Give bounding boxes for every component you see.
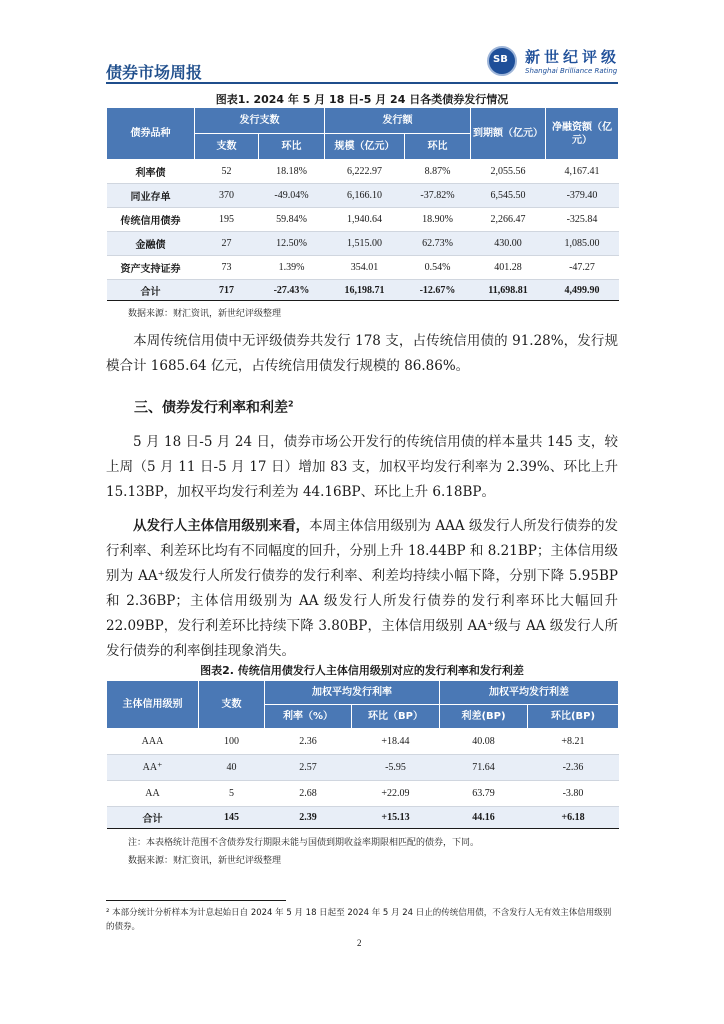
cell-rate: 2.68 — [265, 781, 352, 807]
table-row — [107, 184, 619, 208]
cell-scale-mom: -37.82% — [405, 184, 471, 208]
cell-count: 40 — [199, 755, 265, 781]
table-row — [107, 256, 619, 280]
cell-net: -47.27 — [546, 256, 619, 280]
footnote-marker: 2 — [288, 399, 294, 409]
cell-spread-mom: -3.80 — [528, 781, 619, 807]
cell-spread: 63.79 — [440, 781, 528, 807]
cell-count: 5 — [199, 781, 265, 807]
cell-count: 370 — [195, 184, 259, 208]
cell-scale: 6,166.10 — [325, 184, 405, 208]
cell-spread: 71.64 — [440, 755, 528, 781]
paragraph-lead: 从发行人主体信用级别来看， — [133, 518, 310, 534]
cell-scale: 1,940.64 — [325, 208, 405, 232]
header-net-financing: 净融资额（亿元） — [546, 108, 619, 160]
cell-count: 73 — [195, 256, 259, 280]
row-label: 金融债 — [107, 232, 195, 256]
header-count: 支数 — [199, 681, 265, 729]
table-row — [107, 781, 619, 807]
cell-scale: 1,515.00 — [325, 232, 405, 256]
table-row — [107, 208, 619, 232]
header-rating: 主体信用级别 — [107, 681, 199, 729]
cell-spread: 40.08 — [440, 729, 528, 755]
cell-maturity: 401.28 — [471, 256, 546, 280]
paragraph-text: 本周传统信用债中无评级债券共发行 178 支，占传统信用债的 91.28%，发行规模合计 1685.64 亿元，占传统信用债发行规模的 86.86%。 — [106, 333, 618, 374]
header-rate-mom: 环比（BP） — [352, 705, 440, 729]
cell-scale-mom: 18.90% — [405, 208, 471, 232]
cell-maturity: 11,698.81 — [471, 280, 546, 301]
cell-spread-mom: +6.18 — [528, 807, 619, 829]
cell-scale-mom: 62.73% — [405, 232, 471, 256]
cell-count-mom: 12.50% — [259, 232, 325, 256]
report-title: 债券市场周报 — [106, 63, 203, 82]
table-row — [107, 160, 619, 184]
cell-count: 145 — [199, 807, 265, 829]
cell-rate: 2.57 — [265, 755, 352, 781]
row-label: 传统信用债券 — [107, 208, 195, 232]
cell-rate-mom: +22.09 — [352, 781, 440, 807]
cell-rate-mom: +15.13 — [352, 807, 440, 829]
header-divider — [106, 82, 618, 84]
section-title: 三、债券发行利率和利差 — [134, 400, 288, 416]
row-label: 同业存单 — [107, 184, 195, 208]
paragraph-no-rating — [106, 329, 618, 379]
cell-scale: 354.01 — [325, 256, 405, 280]
cell-count: 52 — [195, 160, 259, 184]
header-count: 支数 — [195, 134, 259, 160]
cell-count: 100 — [199, 729, 265, 755]
rating-rate-table — [106, 680, 619, 829]
cell-scale: 16,198.71 — [325, 280, 405, 301]
table1-caption: 图表1. 2024 年 5 月 18 日-5 月 24 日各类债券发行情况 — [215, 93, 509, 106]
row-label: AA — [107, 781, 199, 807]
cell-scale: 6,222.97 — [325, 160, 405, 184]
header-spread: 利差(BP) — [440, 705, 528, 729]
logo-english-name: Shanghai Brilliance Rating — [525, 67, 618, 75]
cell-count: 195 — [195, 208, 259, 232]
table2-source: 数据来源：财汇资讯，新世纪评级整理 — [128, 856, 282, 866]
paragraph-text: 本周主体信用级别为 AAA 级发行人所发行债券的发行利率、利差环比均有不同幅度的回升，分别上升 18.44BP 和 8.21BP；主体信用级别为 AA⁺级发行人所发行债券的发行利率、利差均持续小幅下降，分别下降 5.95BP 和 2.36BP；主体信用级别为 AA 级发行人所发行债券的发行利率环比大幅回升 22.09BP，发行利差环比持续下降 3.80BP，主体信用级别 AA⁺级与 AA 级发行人所发行债券的利率倒挂现象消失。 — [106, 518, 618, 659]
cell-maturity: 430.00 — [471, 232, 546, 256]
cell-count-mom: 1.39% — [259, 256, 325, 280]
paragraph-issuance-summary — [106, 430, 618, 505]
footnote: ² 本部分统计分析样本为计息起始日自 2024 年 5 月 18 日起至 2024 年 5 月 24 日止的传统信用债，不含发行人无有效主体信用级别的债券。 — [106, 908, 612, 932]
paragraph-rating-analysis — [106, 514, 618, 664]
logo-chinese-name: 新世纪评级 — [525, 48, 621, 66]
cell-count: 717 — [195, 280, 259, 301]
header-spread-mom: 环比(BP) — [528, 705, 619, 729]
section-heading — [134, 397, 294, 417]
cell-count-mom: 59.84% — [259, 208, 325, 232]
header-rate: 利率（%） — [265, 705, 352, 729]
cell-count-mom: -49.04% — [259, 184, 325, 208]
header-scale: 规模（亿元） — [325, 134, 405, 160]
header-issue-count-group: 发行支数 — [195, 108, 325, 134]
cell-net: -325.84 — [546, 208, 619, 232]
table1-source: 数据来源：财汇资讯，新世纪评级整理 — [128, 309, 282, 319]
cell-net: 4,499.90 — [546, 280, 619, 301]
table-total-row — [107, 280, 619, 301]
cell-rate: 2.36 — [265, 729, 352, 755]
logo-emblem-icon — [487, 46, 517, 76]
header-rate-group: 加权平均发行利率 — [265, 681, 440, 705]
row-label: AAA — [107, 729, 199, 755]
footnote-divider — [106, 900, 286, 901]
header-scale-mom: 环比 — [405, 134, 471, 160]
cell-net: 1,085.00 — [546, 232, 619, 256]
row-label: 合计 — [107, 280, 195, 301]
header-spread-group: 加权平均发行利差 — [440, 681, 619, 705]
company-logo — [487, 42, 637, 82]
header-maturity: 到期额（亿元） — [471, 108, 546, 160]
table2-note: 注：本表格统计范围不含债券发行期限未能与国债到期收益率期限相匹配的债券，下同。 — [128, 838, 480, 848]
table-row — [107, 729, 619, 755]
header-count-mom: 环比 — [259, 134, 325, 160]
table-row — [107, 755, 619, 781]
cell-rate: 2.39 — [265, 807, 352, 829]
paragraph-text: 5 月 18 日-5 月 24 日，债券市场公开发行的传统信用债的样本量共 145 支，较上周（5 月 11 日-5 月 17 日）增加 83 支，加权平均发行利率为 2.39%、环比上升 15.13BP，加权平均发行利差为 44.16BP、环比上升 6.18BP。 — [106, 434, 618, 500]
cell-net: -379.40 — [546, 184, 619, 208]
cell-rate-mom: -5.95 — [352, 755, 440, 781]
cell-net: 4,167.41 — [546, 160, 619, 184]
page-number: 2 — [357, 938, 362, 948]
cell-maturity: 2,055.56 — [471, 160, 546, 184]
cell-maturity: 2,266.47 — [471, 208, 546, 232]
cell-spread-mom: -2.36 — [528, 755, 619, 781]
cell-count: 27 — [195, 232, 259, 256]
cell-spread-mom: +8.21 — [528, 729, 619, 755]
header-issue-amount-group: 发行额 — [325, 108, 471, 134]
row-label: 资产支持证券 — [107, 256, 195, 280]
cell-scale-mom: -12.67% — [405, 280, 471, 301]
table-total-row — [107, 807, 619, 829]
row-label: 利率债 — [107, 160, 195, 184]
table2-caption: 图表2. 传统信用债发行人主体信用级别对应的发行利率和发行利差 — [200, 664, 524, 677]
cell-count-mom: -27.43% — [259, 280, 325, 301]
table-row — [107, 232, 619, 256]
cell-scale-mom: 8.87% — [405, 160, 471, 184]
cell-maturity: 6,545.50 — [471, 184, 546, 208]
header-category: 债券品种 — [107, 108, 195, 160]
row-label: AA⁺ — [107, 755, 199, 781]
row-label: 合计 — [107, 807, 199, 829]
cell-spread: 44.16 — [440, 807, 528, 829]
bond-issuance-table — [106, 107, 619, 301]
cell-rate-mom: +18.44 — [352, 729, 440, 755]
cell-scale-mom: 0.54% — [405, 256, 471, 280]
cell-count-mom: 18.18% — [259, 160, 325, 184]
